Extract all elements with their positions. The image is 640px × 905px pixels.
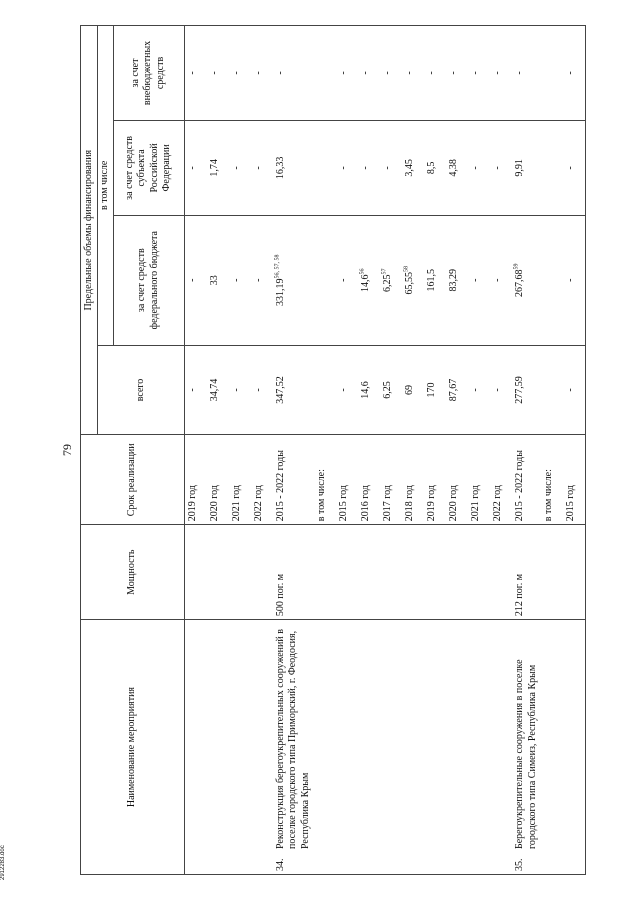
cell-capacity [229,525,251,620]
table-row [251,26,273,875]
cell-extrabudgetary: - [229,26,251,121]
federal-value: - [338,278,349,282]
federal-value: 33 [208,275,220,286]
cell-period: 2015 год [336,435,358,525]
cell-total: - [468,345,490,435]
federal-value: - [252,278,264,282]
cell-extrabudgetary [314,26,336,121]
cell-regional: 9,91 [512,120,541,215]
cell-extrabudgetary: - [468,26,490,121]
cell-regional: 1,74 [207,120,229,215]
table-row [380,26,402,875]
federal-value: 331,19 [274,278,286,306]
header-financing-limits: Предельные объемы финансирования [81,26,98,435]
cell-federal [358,215,380,345]
cell-regional: 3,45 [402,120,424,215]
measure-name: Реконструкция берегоукрепительных сооружений в поселке городского типа Приморский, г. Феодосия, Республика Крым [274,629,311,849]
cell-measure-name [512,620,541,875]
table-row [490,26,512,875]
cell-period: 2018 год [402,435,424,525]
table-row [424,26,446,875]
table-row [314,26,336,875]
cell-federal [468,215,490,345]
cell-regional: - [380,120,402,215]
cell-capacity [207,525,229,620]
cell-measure-name [184,620,207,875]
cell-regional: - [251,120,273,215]
row-number: 34. [274,858,286,871]
cell-capacity [468,525,490,620]
cell-capacity [336,525,358,620]
cell-measure-name [251,620,273,875]
cell-measure-name [541,620,563,875]
rotated-landscape-sheet [60,25,600,875]
cell-capacity [314,525,336,620]
cell-measure-name [490,620,512,875]
federal-value: - [492,278,503,282]
cell-total: 277,59 [512,345,541,435]
cell-federal [273,215,315,345]
federal-value: 161,5 [426,268,437,292]
cell-federal [229,215,251,345]
cell-federal [184,215,207,345]
cell-extrabudgetary [541,26,563,121]
federal-value: - [186,278,198,282]
cell-regional [541,120,563,215]
cell-total: - [490,345,512,435]
cell-federal [490,215,512,345]
cell-period: в том числе: [541,435,563,525]
cell-capacity [424,525,446,620]
cell-measure-name [468,620,490,875]
federal-value: 267,68 [514,269,525,297]
table-row [273,26,315,875]
cell-period: 2020 год [207,435,229,525]
cell-period: 2017 год [380,435,402,525]
cell-regional: - [184,120,207,215]
header-name: Наименование мероприятия [81,620,185,875]
cell-extrabudgetary: - [380,26,402,121]
table-row [402,26,424,875]
cell-regional: 16,33 [273,120,315,215]
cell-regional [314,120,336,215]
cell-total: 34,74 [207,345,229,435]
table-row [563,26,586,875]
cell-capacity [184,525,207,620]
cell-total: 170 [424,345,446,435]
cell-measure-name [424,620,446,875]
footnote-ref: 58 [403,265,410,272]
cell-measure-name [446,620,468,875]
cell-federal [563,215,586,345]
cell-period: 2021 год [468,435,490,525]
cell-total: - [229,345,251,435]
cell-measure-name [314,620,336,875]
footnote-ref: 59 [513,263,520,270]
cell-measure-name [273,620,315,875]
cell-federal [541,215,563,345]
federal-value: - [565,278,576,282]
cell-federal [336,215,358,345]
cell-extrabudgetary: - [336,26,358,121]
federal-value: - [470,278,481,282]
table-row [541,26,563,875]
table-row [184,26,207,875]
cell-extrabudgetary: - [424,26,446,121]
cell-extrabudgetary: - [446,26,468,121]
cell-extrabudgetary: - [184,26,207,121]
cell-capacity: 212 пог. м [512,525,541,620]
cell-total: - [184,345,207,435]
cell-measure-name [207,620,229,875]
header-federal: за счет средств федерального бюджета [113,215,184,345]
cell-extrabudgetary: - [358,26,380,121]
cell-extrabudgetary: - [251,26,273,121]
federal-value: 65,55 [404,271,415,295]
cell-regional: 4,38 [446,120,468,215]
cell-total: - [336,345,358,435]
header-capacity: Мощность [81,525,185,620]
document-code: 2912283.doc [0,845,6,880]
cell-measure-name [229,620,251,875]
cell-period: 2015 - 2022 годы [273,435,315,525]
table-row [358,26,380,875]
cell-period: 2020 год [446,435,468,525]
cell-capacity: 500 пог. м [273,525,315,620]
cell-period: 2019 год [424,435,446,525]
cell-federal [380,215,402,345]
cell-total: - [251,345,273,435]
cell-measure-name [336,620,358,875]
table-row [229,26,251,875]
cell-period: 2016 год [358,435,380,525]
cell-capacity [251,525,273,620]
cell-regional: - [358,120,380,215]
cell-measure-name [358,620,380,875]
table-body [184,26,586,875]
cell-federal [314,215,336,345]
header-including: в том числе [98,26,114,346]
cell-period: 2015 - 2022 годы [512,435,541,525]
cell-period: 2015 год [563,435,586,525]
cell-period: 2022 год [251,435,273,525]
cell-regional: - [336,120,358,215]
cell-capacity [380,525,402,620]
cell-capacity [446,525,468,620]
cell-measure-name [380,620,402,875]
cell-federal [446,215,468,345]
cell-period: 2019 год [184,435,207,525]
cell-regional: - [563,120,586,215]
cell-federal [512,215,541,345]
header-period: Срок реализации [81,435,185,525]
cell-federal [207,215,229,345]
federal-value: 6,25 [382,274,393,292]
cell-extrabudgetary: - [402,26,424,121]
cell-total: 87,67 [446,345,468,435]
measure-name: Берегоукрепительные сооружения в поселке городского типа Симеиз, Республика Крым [514,659,538,849]
header-total: всего [98,345,185,435]
footnote-ref: 56, 57, 58 [274,254,281,279]
cell-federal [402,215,424,345]
financing-table [80,25,586,875]
cell-extrabudgetary: - [563,26,586,121]
cell-federal [251,215,273,345]
cell-period: 2021 год [229,435,251,525]
cell-measure-name [402,620,424,875]
header-regional: за счет средств субъекта Российской Федерации [113,120,184,215]
cell-capacity [358,525,380,620]
cell-extrabudgetary: - [273,26,315,121]
page-number: 79 [60,444,74,456]
cell-total [541,345,563,435]
cell-total [314,345,336,435]
header-extrabudgetary: за счет внебюджетных средств [113,26,184,121]
cell-period: в том числе: [314,435,336,525]
cell-federal [424,215,446,345]
footnote-ref: 56 [359,268,366,275]
federal-value: 83,29 [448,268,459,292]
cell-capacity [490,525,512,620]
cell-total: 14,6 [358,345,380,435]
row-number: 35. [514,858,525,871]
cell-regional: - [490,120,512,215]
cell-capacity [541,525,563,620]
cell-extrabudgetary: - [512,26,541,121]
table-row [336,26,358,875]
cell-total: - [563,345,586,435]
cell-regional: 8,5 [424,120,446,215]
cell-total: 69 [402,345,424,435]
table-row [446,26,468,875]
cell-regional: - [229,120,251,215]
cell-measure-name [563,620,586,875]
cell-capacity [402,525,424,620]
cell-regional: - [468,120,490,215]
federal-value: 14,6 [360,274,371,292]
federal-value: - [230,278,242,282]
cell-total: 6,25 [380,345,402,435]
table-row [512,26,541,875]
cell-extrabudgetary: - [490,26,512,121]
table-row [207,26,229,875]
cell-capacity [563,525,586,620]
cell-period: 2022 год [490,435,512,525]
cell-total: 347,52 [273,345,315,435]
footnote-ref: 57 [381,268,388,275]
cell-extrabudgetary: - [207,26,229,121]
table-row [468,26,490,875]
